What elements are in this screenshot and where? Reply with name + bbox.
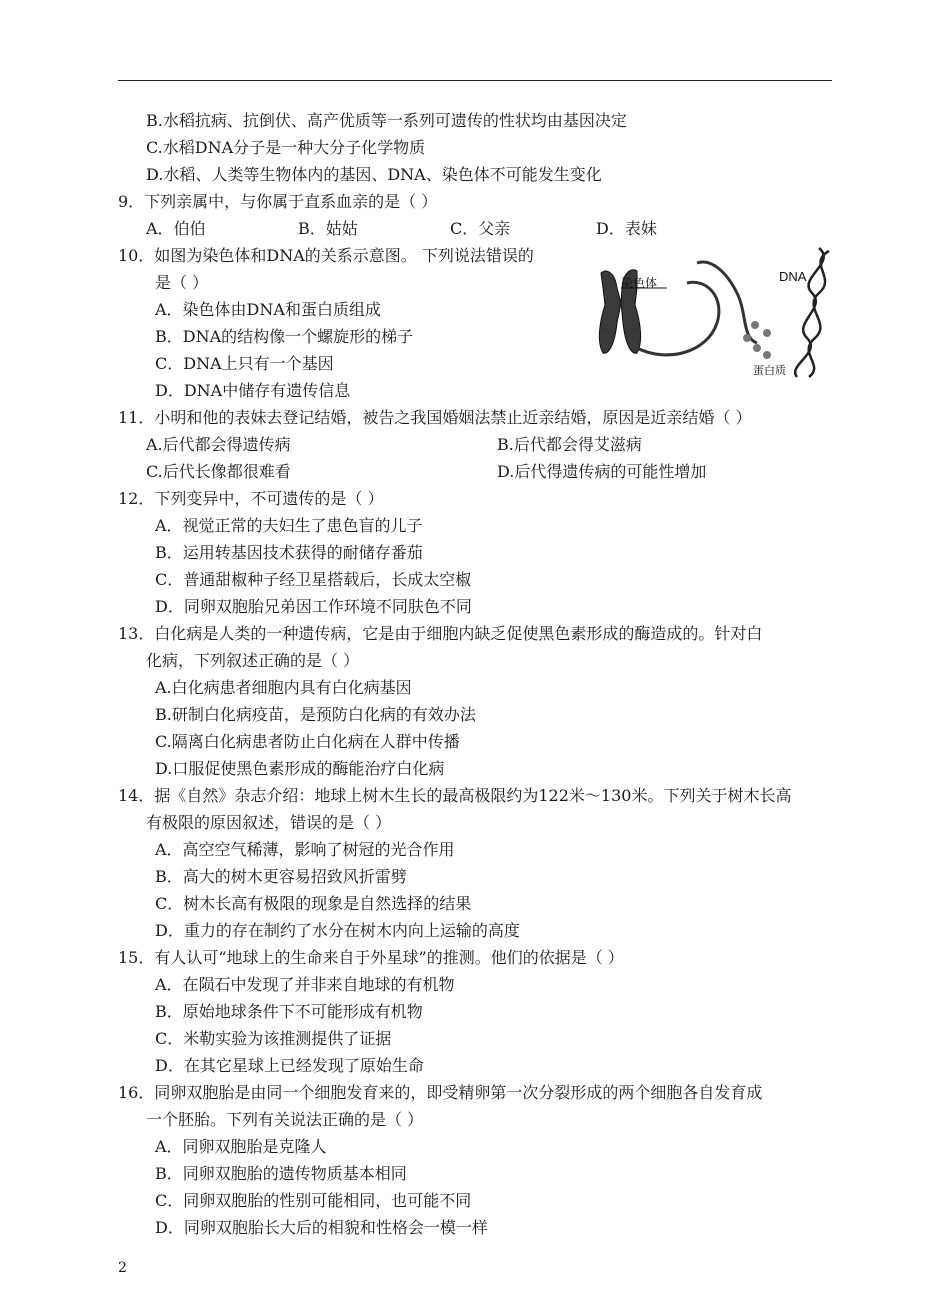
q16-option-c: C．同卵双胞胎的性别可能相同，也可能不同 <box>155 1191 472 1210</box>
q8-option-c: C.水稻DNA分子是一种大分子化学物质 <box>146 138 426 157</box>
q14-option-b: B．高大的树木更容易招致风折雷劈 <box>155 867 407 886</box>
q15-option-b: B．原始地球条件下不可能形成有机物 <box>155 1002 423 1021</box>
q10-option-c: C．DNA上只有一个基因 <box>155 354 334 373</box>
q11-option-a: A.后代都会得遗传病 <box>146 435 291 454</box>
q9-option-d: D．表妹 <box>596 219 657 238</box>
chromosome-dna-figure <box>597 243 839 379</box>
q15-option-c: C．米勒实验为该推测提供了证据 <box>155 1029 392 1048</box>
q11-option-c: C.后代长像都很难看 <box>146 462 291 481</box>
q14-option-c: C．树木长高有极限的现象是自然选择的结果 <box>155 894 472 913</box>
q14-stem-line2: 有极限的原因叙述，错误的是（ ） <box>146 813 392 832</box>
q9-option-c: C．父亲 <box>450 219 511 238</box>
q11-option-d: D.后代得遗传病的可能性增加 <box>497 462 707 481</box>
q16-option-d: D．同卵双胞胎长大后的相貌和性格会一模一样 <box>155 1218 488 1237</box>
q12-option-b: B．运用转基因技术获得的耐储存番茄 <box>155 543 423 562</box>
q14-stem-line1: 14．据《自然》杂志介绍：地球上树木生长的最高极限约为122米～130米。下列关于树木长高 <box>118 786 792 805</box>
q13-option-c: C.隔离白化病患者防止白化病在人群中传播 <box>155 732 460 751</box>
q16-stem-line1: 16．同卵双胞胎是由同一个细胞发育来的，即受精卵第一次分裂形成的两个细胞各自发育成 <box>118 1083 763 1102</box>
figure-label-protein: 蛋白质 <box>753 365 786 377</box>
header-rule <box>118 80 832 81</box>
q15-option-d: D．在其它星球上已经发现了原始生命 <box>155 1056 424 1075</box>
q11-stem: 11．小明和他的表妹去登记结婚，被告之我国婚姻法禁止近亲结婚，原因是近亲结婚（ ） <box>118 408 752 427</box>
q11-option-b: B.后代都会得艾滋病 <box>497 435 642 454</box>
q10-option-b: B．DNA的结构像一个螺旋形的梯子 <box>155 327 414 346</box>
q15-stem: 15．有人认可“地球上的生命来自于外星球”的推测。他们的依据是（ ） <box>118 948 624 967</box>
page-number: 2 <box>118 1260 127 1276</box>
q12-stem: 12．下列变异中，不可遗传的是（ ） <box>118 489 384 508</box>
q9-option-a: A．伯伯 <box>146 219 206 238</box>
q16-stem-line2: 一个胚胎。下列有关说法正确的是（ ） <box>146 1110 424 1129</box>
q15-option-a: A．在陨石中发现了并非来自地球的有机物 <box>155 975 455 994</box>
q16-option-a: A．同卵双胞胎是克隆人 <box>155 1137 327 1156</box>
q14-option-d: D．重力的存在制约了水分在树木内向上运输的高度 <box>155 921 520 940</box>
q14-option-a: A．高空空气稀薄，影响了树冠的光合作用 <box>155 840 455 859</box>
q12-option-c: C．普通甜椒种子经卫星搭载后，长成太空椒 <box>155 570 472 589</box>
q8-option-d: D.水稻、人类等生物体内的基因、DNA、染色体不可能发生变化 <box>146 165 602 184</box>
q8-option-b: B.水稻抗病、抗倒伏、高产优质等一系列可遗传的性状均由基因决定 <box>146 111 627 130</box>
q13-option-b: B.研制白化病疫苗，是预防白化病的有效办法 <box>155 705 476 724</box>
q13-option-a: A.白化病患者细胞内具有白化病基因 <box>155 678 412 697</box>
q13-option-d: D.口服促使黑色素形成的酶能治疗白化病 <box>155 759 445 778</box>
q9-stem: 9．下列亲属中，与你属于直系血亲的是（ ） <box>118 192 438 211</box>
q16-option-b: B．同卵双胞胎的遗传物质基本相同 <box>155 1164 407 1183</box>
figure-label-dna: DNA <box>779 269 807 284</box>
q10-option-a: A．染色体由DNA和蛋白质组成 <box>155 300 381 319</box>
q9-option-b: B．姑姑 <box>298 219 358 238</box>
q10-stem-line2: 是（ ） <box>155 273 209 292</box>
q10-option-d: D．DNA中储存有遗传信息 <box>155 381 351 400</box>
q12-option-a: A．视觉正常的夫妇生了患色盲的儿子 <box>155 516 423 535</box>
q10-stem-line1: 10．如图为染色体和DNA的关系示意图。 下列说法错误的 <box>118 246 534 265</box>
dna-helix-illustration <box>795 248 829 377</box>
figure-label-chromosome: 染色体 <box>621 276 658 290</box>
q13-stem-line1: 13．白化病是人类的一种遗传病，它是由于细胞内缺乏促使黑色素形成的酶造成的。针对白 <box>118 624 763 643</box>
q13-stem-line2: 化病，下列叙述正确的是（ ） <box>146 651 360 670</box>
q12-option-d: D．同卵双胞胎兄弟因工作环境不同肤色不同 <box>155 597 472 616</box>
